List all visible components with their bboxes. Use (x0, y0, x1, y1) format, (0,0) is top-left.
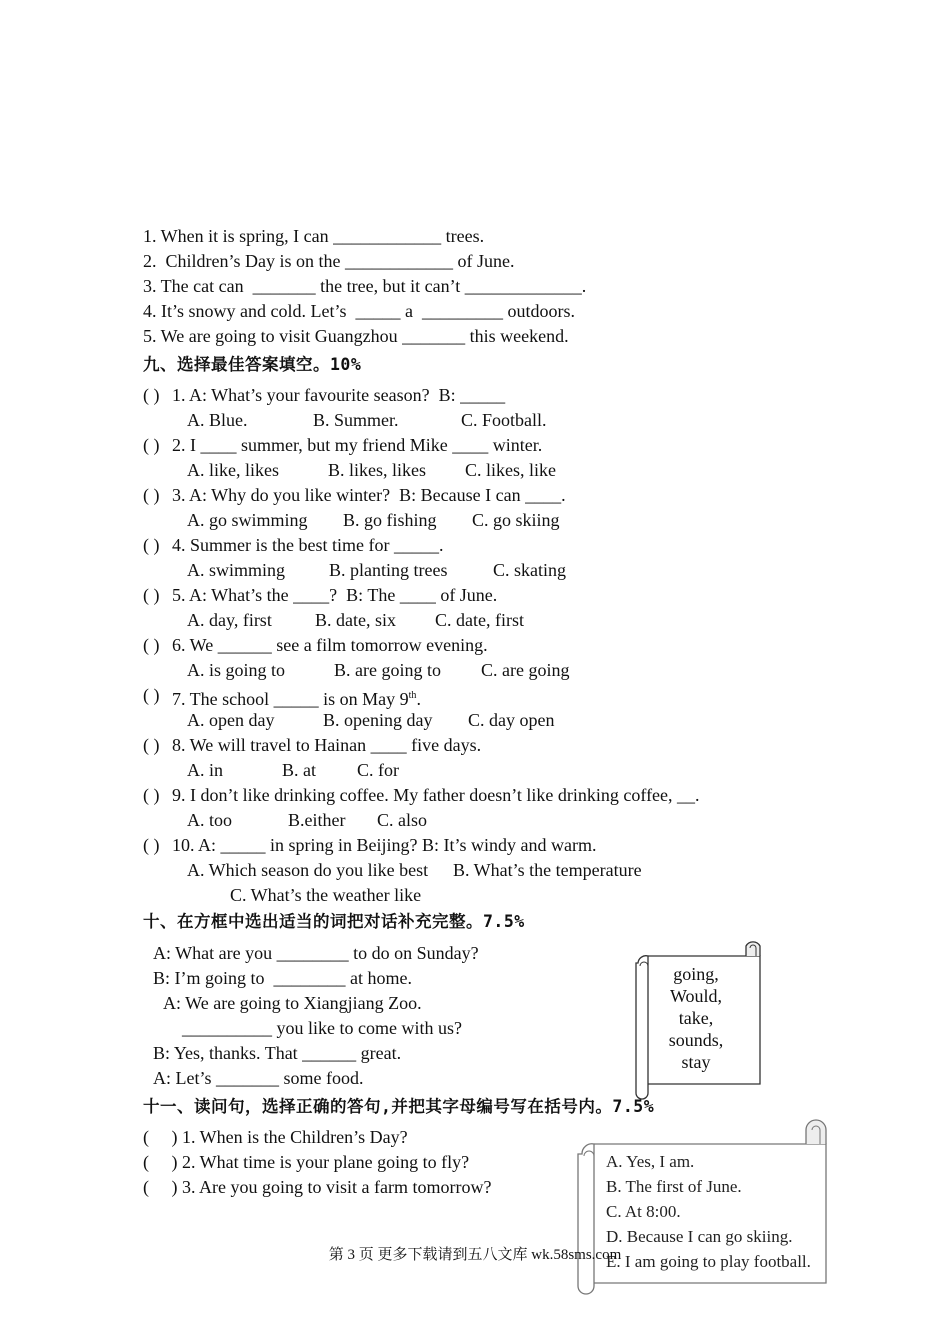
word-sounds: sounds, (668, 1030, 724, 1050)
question-stem: 1. A: What’s your favourite season? B: _____ (172, 385, 506, 405)
dialogue-line-6: A: Let’s _______ some food. (153, 1068, 364, 1088)
question-text-1 (172, 383, 505, 408)
option-c-q9: C. also (377, 810, 428, 830)
question-text-6 (172, 633, 488, 658)
option-a-q3: A. go swimming (187, 510, 308, 530)
fill-blank-line-2: 2. Children’s Day is on the ____________ of June. (143, 251, 515, 271)
section11-heading: 十一、读问句，选择正确的答句,并把其字母编号写在括号内。7.5% (143, 1097, 655, 1116)
dialogue-line-2: B: I’m going to ________ at home. (153, 968, 412, 988)
answer-parenthesis: ( ) (143, 835, 160, 855)
section9-heading: 九、选择最佳答案填空。10% (143, 355, 362, 374)
section10-heading: 十、在方框中选出适当的词把对话补充完整。7.5% (143, 912, 525, 931)
question-stem: 5. A: What’s the ____? B: The ____ of June. (172, 585, 498, 605)
option-b-q10: B. What’s the temperature (453, 860, 642, 880)
option-a-q4: A. swimming (187, 560, 286, 580)
question-stem: 9. I don’t like drinking coffee. My father doesn’t like drinking coffee, __. (172, 785, 700, 805)
fill-blank-line-4: 4. It’s snowy and cold. Let’s _____ a _________ outdoors. (143, 301, 575, 321)
question-text-9 (172, 783, 700, 808)
option-c-q1: C. Football. (461, 410, 547, 430)
option-c-q7: C. day open (468, 710, 555, 730)
superscript: th (408, 690, 417, 701)
word-going: going, (673, 964, 719, 984)
option-b-q3: B. go fishing (343, 510, 437, 530)
question-tail: . (416, 689, 421, 709)
option-c-q6: C. are going (481, 660, 570, 680)
fill-blank-line-5: 5. We are going to visit Guangzhou _______ this weekend. (143, 326, 569, 346)
option-a-q6: A. is going to (187, 660, 286, 680)
question-text-8 (172, 733, 481, 758)
question-stem: 8. We will travel to Hainan ____ five days. (172, 735, 482, 755)
answer-parenthesis: ( ) (143, 385, 160, 405)
question-text-3 (172, 483, 566, 508)
dialogue-line-1: A: What are you ________ to do on Sunday? (153, 943, 479, 963)
option-b-q5: B. date, six (315, 610, 396, 630)
option-b-q9: B.either (288, 810, 346, 830)
word-stay: stay (681, 1052, 711, 1072)
option-c-q2: C. likes, like (465, 460, 556, 480)
option-a-q2: A. like, likes (187, 460, 279, 480)
option-a-q5: A. day, first (187, 610, 272, 630)
dialogue-line-3: A: We are going to Xiangjiang Zoo. (163, 993, 422, 1013)
word-take: take, (678, 1008, 714, 1028)
fill-blank-line-1: 1. When it is spring, I can ____________ trees. (143, 226, 485, 246)
answer-parenthesis: ( ) (143, 635, 160, 655)
question-stem: 3. A: Why do you like winter? B: Because I can ____. (172, 485, 566, 505)
question-stem: 10. A: _____ in spring in Beijing? B: It’s windy and warm. (172, 835, 597, 855)
question-text-5 (172, 583, 497, 608)
option-a-q9: A. too (187, 810, 232, 830)
option-c-q8: C. for (357, 760, 399, 780)
matching-question-2: ( ) 2. What time is your plane going to fly? (143, 1152, 470, 1172)
option-c-q10: C. What’s the weather like (230, 885, 422, 905)
answer-parenthesis: ( ) (143, 785, 160, 805)
answer-option-b: B. The first of June. (606, 1177, 742, 1196)
option-a-q1: A. Blue. (187, 410, 248, 430)
option-b-q1: B. Summer. (313, 410, 399, 430)
option-b-q2: B. likes, likes (328, 460, 426, 480)
dialogue-line-4: __________ you like to come with us? (182, 1018, 462, 1038)
answer-parenthesis: ( ) (143, 485, 160, 505)
answer-option-a: A. Yes, I am. (606, 1152, 695, 1171)
answer-parenthesis: ( ) (143, 535, 160, 555)
fill-blank-line-3: 3. The cat can _______ the tree, but it can’t _____________. (143, 276, 587, 296)
question-stem: 4. Summer is the best time for _____. (172, 535, 444, 555)
option-a-q8: A. in (187, 760, 223, 780)
answer-parenthesis: ( ) (143, 435, 160, 455)
answer-parenthesis: ( ) (143, 585, 160, 605)
option-b-q8: B. at (282, 760, 316, 780)
dialogue-line-5: B: Yes, thanks. That ______ great. (153, 1043, 402, 1063)
option-a-q7: A. open day (187, 710, 275, 730)
option-a-q10: A. Which season do you like best (187, 860, 429, 880)
option-c-q3: C. go skiing (472, 510, 560, 530)
question-stem: 2. I ____ summer, but my friend Mike ____ winter. (172, 435, 543, 455)
page-footer: 第 3 页 更多下载请到五八文库 wk.58sms.com (328, 1247, 622, 1263)
answer-parenthesis: ( ) (143, 735, 160, 755)
answer-option-e: E. I am going to play football. (606, 1252, 811, 1271)
option-b-q6: B. are going to (334, 660, 441, 680)
option-c-q4: C. skating (493, 560, 567, 580)
question-stem: 6. We ______ see a film tomorrow evening. (172, 635, 488, 655)
option-b-q7: B. opening day (323, 710, 433, 730)
question-text-10 (172, 833, 596, 858)
question-stem: 7. The school _____ is on May 9 (172, 689, 409, 709)
answer-parenthesis: ( ) (143, 685, 160, 705)
word-would: Would, (669, 986, 723, 1006)
option-c-q5: C. date, first (435, 610, 524, 630)
answer-option-d: D. Because I can go skiing. (606, 1227, 793, 1246)
matching-question-1: ( ) 1. When is the Children’s Day? (143, 1127, 408, 1147)
option-b-q4: B. planting trees (329, 560, 448, 580)
question-text-2 (172, 433, 542, 458)
matching-question-3: ( ) 3. Are you going to visit a farm tomorrow? (143, 1177, 492, 1197)
answer-option-c: C. At 8:00. (606, 1202, 681, 1221)
question-text-4 (172, 533, 443, 558)
